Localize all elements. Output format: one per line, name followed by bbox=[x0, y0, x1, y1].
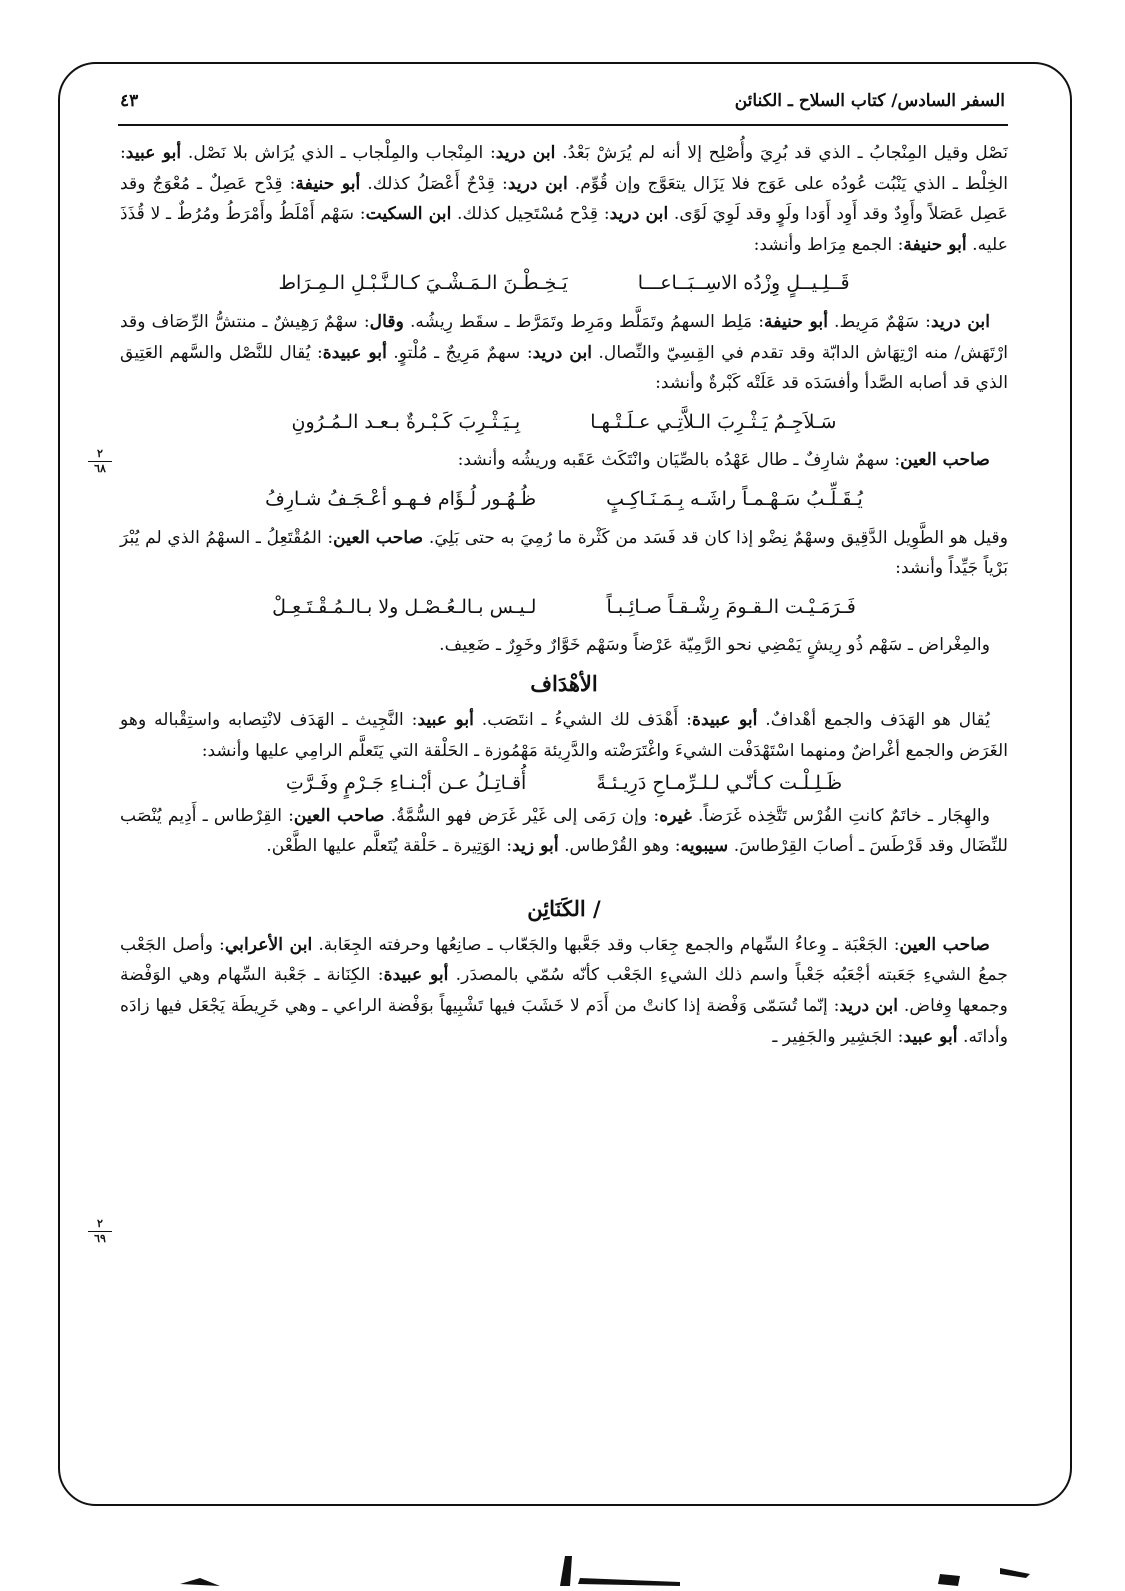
page-body bbox=[120, 138, 1008, 1052]
paragraph: نَصْل وقيل المِنْجابُ ـ الذي قد بُرِيَ وأُصْلِح إلا أنه لم يُرَشْ بَعْدُ. ابن دريد: المِنْجاب والمِلْجاب ـ الذي يُرَاش بلا نَصْل. أبو عبيد: الخِلْط ـ الذي يَنْبُت عُودُه على عَوَج فلا يَزَال يتعَوَّج وإن قُوِّم. ابن دريد: قِدْحٌ أَعْصَلُ كذلك. أبو حنيفة: قِدْح عَصِلٌ ـ مُعْوَجٌ وقد عَصِل عَصَلاً وأَوِدٌ وقد أَوِد أَوَدا ولَوٍ وقد لَوِيَ لَوًى. ابن دريد: قِدْح مُسْتَحِيل كذلك. ابن السكيت: سَهْم أَمْلَطُ وأَمْرَطُ ومُرُطٌ ـ لا قُذَذَ عليه. أبو حنيفة: الجمع مِرَاط وأنشد: bbox=[120, 143, 1008, 255]
verse: قَــلِـيــلٍ وِزْدُه الاسِــبَــاعـــا يَـخِـطْـنَ الـمَـشْـيَ كـالـنَّـبْـلِ الـمِـرَاط bbox=[278, 272, 850, 295]
page-header bbox=[120, 86, 1005, 116]
margin-page-ref-69: ٢ ٦٩ bbox=[84, 1218, 116, 1245]
header-rule bbox=[118, 124, 1008, 126]
paragraph: صاحب العين: الجَعْبَة ـ وِعاءُ السِّهام والجمع جِعَاب وقد جَعَّبها والجَعّاب ـ صانِعُها وحرفته الجِعَابة. ابن الأعرابي: وأصل الجَعْب جمعُ الشيءِ جَعَبته أجْعَبُه جَعْباً واسم ذلك الشيءِ الجَعْب كأنّه سُمّي بالمصدَر. أبو عبيدة: الكِنَانة ـ جَعْبة السِّهام وهي الوَفْضة وجمعها وِفاض. ابن دريد: إنّما تُسَمّى وَفْضة إذا كانتْ من أَدَم لا خَشَبَ فيها تَشْبِيهاً بوَفْضة الراعي ـ وهي خَرِيطَة يَجْعَل فيها زادَه وأداتَه. أبو عبيد: الجَشِير والجَفِير ـ bbox=[120, 934, 1008, 1047]
running-title: السفر السادس/ كتاب السلاح ـ الكنائن bbox=[734, 91, 1005, 111]
paragraph: صاحب العين: سهمٌ شارِفٌ ـ طال عَهْدُه بالصِّيَان وانْتَكَث عَقَبه وريشُه وأنشد: bbox=[457, 450, 990, 471]
paragraph: والهِجَار ـ خاتَمٌ كانتِ الفُرْس تَتَّخِذه غَرَضاً. غيره: وإن رَمَى إلى غَيْر غَرَض فهو السُّمَّةُ. صاحب العين: القِرْطاس ـ أَدِيم يُنْصَب للنِّضَال وقد قَرْطَسَ ـ أصابَ القِرْطاسَ. سيبويه: وهو القُرْطاس. أبو زيد: الوَتِيرة ـ حَلْقة يُتَعلَّم عليها الطَّعْن. bbox=[120, 805, 1008, 857]
page-number: ٤٣ bbox=[120, 91, 139, 111]
verse: ظَـلِـلْـت كـأنّـي لـلـرِّمـاحِ دَرِيـئـةً أُقـاتِـلُ عـن أبْـنـاءِ جَـرْمٍ وفَـرَّتِ bbox=[285, 772, 843, 795]
verse: يُـقَـلِّـبُ سَـهْـمـاً راشَـه بِـمَـنَـاكِـبٍ ظُـهُـور لُـؤَام فـهـو أعْـجَـفُ شـارِفُ bbox=[265, 487, 863, 510]
scan-artifact-marks bbox=[160, 1548, 1060, 1588]
section-heading: الأهْدَاف bbox=[530, 670, 598, 696]
margin-page-ref-68: ٢ ٦٨ bbox=[84, 448, 116, 475]
verse: فَـرَمَـيْـت الـقـومَ رِشْـقـاً صـائِـبـاً لـيـس بـالـعُـصْـل ولا بـالـمُـقْـتَـعِـلْ bbox=[272, 595, 856, 618]
paragraph: وقيل هو الطَّوِيل الدَّقِيق وسهْمٌ نِضْو إذا كان قد فَسَد من كَثْرة ما رُمِيَ به حتى بَلِيَ. صاحب العين: المُقْتَعِلُ ـ السهْمُ الذي لم يُبْرَ بَرْياً جَيِّداً وأنشد: bbox=[120, 527, 1008, 579]
section-heading: / الكَنَائِن bbox=[527, 895, 601, 921]
paragraph: ابن دريد: سَهْمٌ مَرِيط. أبو حنيفة: مَلِط السهمُ وتَمَلَّط ومَرِط وتَمَرَّط ـ سقَط رِيشُه. وقال: سهْمٌ رَهِيشٌ ـ منتشُّ الرِّصَاف وقد ارْتَهَش/ منه ارْتِهَاش الدابّة وقد تقدم في القِسِيّ والنِّصال. ابن دريد: سهمٌ مَرِيجٌ ـ مُلْتوٍ. أبو عبيدة: يُقال للنَّصْل والسَّهم العَتِيق الذي قد أصابه الصَّدأ وأفسَدَه قد عَلَتْه كَبْرةٌ وأنشد: bbox=[120, 311, 1009, 394]
paragraph: والمِغْراض ـ سَهْم ذُو رِيشٍ يَمْضِي نحو الرَّمِيّة عَرْضاً وسَهْم خَوَّارٌ وخَوِرٌ ـ ضَعِيف. bbox=[439, 635, 990, 656]
paragraph: يُقال هو الهَدَف والجمع أهْدافٌ. أبو عبيدة: أَهْدَف لك الشيءُ ـ انتَصَب. أبو عبيد: النَّجِيث ـ الهَدَف لانْتِصابه واستِقْباله وهو الغَرَض والجمع أغْراضٌ ومنهما اسْتَهْدَفْت الشيءَ واغْتَرَضْته والدَّرِيئة مَهْمُوزة ـ الحَلْقة التي يَتَعلَّم الرامِي عليها وأنشد: bbox=[120, 709, 1008, 761]
verse: سَـلاَجِـمُ يَـثْـرِبَ الـلاَّتِـي عـلَـتْـهـا بِـيَـثْـرِبَ كَـبْـرةٌ بـعـد الـمُـرُونِ bbox=[291, 410, 837, 433]
